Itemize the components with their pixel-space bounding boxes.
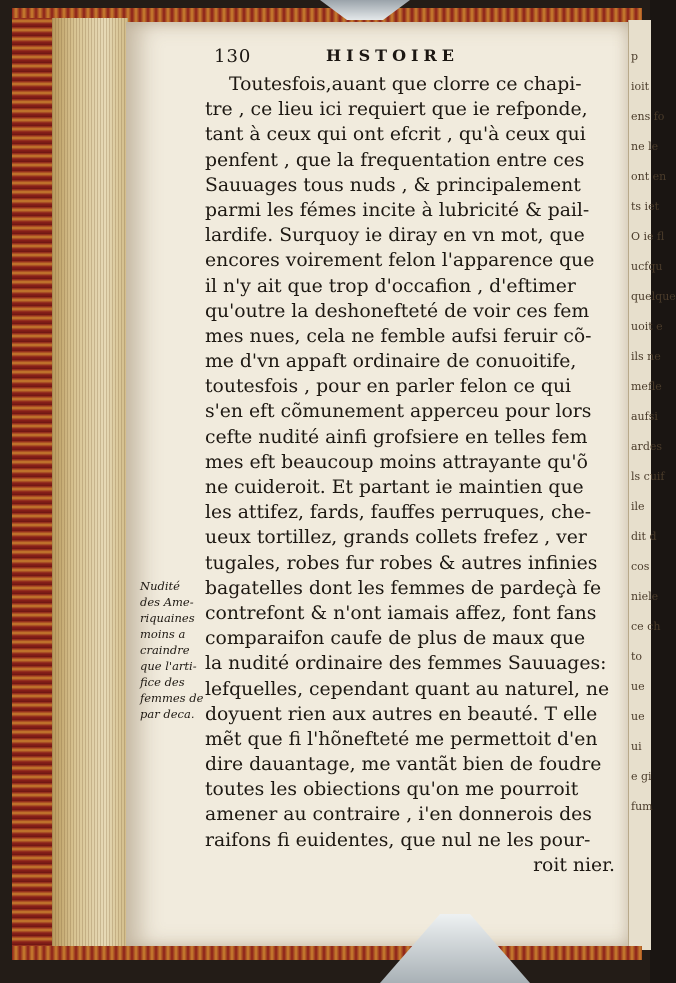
text-line: me d'vn appaft ordinaire de conuoitife, (205, 351, 577, 373)
facing-page-fragment: ile (631, 500, 645, 513)
facing-page-fragment: ts iet (631, 200, 660, 213)
text-line: tugales, robes fur robes & autres infinies (205, 552, 598, 574)
facing-page-fragment: ils ne (631, 350, 661, 363)
marginal-note (140, 578, 206, 722)
text-line: les attifez, fards, fauffes perruques, che- (205, 502, 592, 524)
page-block-edge (52, 18, 128, 948)
facing-page-fragment: ue (631, 680, 645, 693)
facing-page-fragment: quelque (631, 290, 676, 303)
text-line: ueux tortillez, grands collets frefez , ver (205, 527, 587, 549)
book-binding-spine (12, 18, 54, 958)
marginal-note-line: fice des (140, 675, 185, 689)
marginal-note-line: des Ame- (140, 595, 194, 609)
facing-page-fragment: uoit e (631, 320, 663, 333)
text-line: la nudité ordinaire des femmes Sauuages: (205, 653, 607, 675)
text-line: s'en eft cõmunement apperceu pour lors (205, 401, 592, 423)
bottom-gilt-edge (12, 946, 642, 960)
running-title: HISTOIRE (326, 46, 459, 65)
facing-page-fragment: to (631, 650, 643, 663)
text-line: encores voirement felon l'apparence que (205, 250, 595, 272)
text-line: amener au contraire , i'en donnerois des (205, 804, 592, 826)
facing-page-fragment: ue (631, 710, 645, 723)
text-line: lefquelles, cependant quant au naturel, ne (205, 678, 610, 700)
marginal-note-line: que l'arti- (140, 659, 197, 673)
marginal-note-line: craindre (140, 643, 190, 657)
facing-page-fragment: ens fo (631, 110, 665, 123)
facing-page-fragment: ui (631, 740, 642, 753)
text-line: qu'outre la deshonefteté de voir ces fem (205, 300, 590, 322)
facing-page-fragment: niele (631, 590, 659, 603)
text-line: comparaifon caufe de plus de maux que (205, 628, 586, 650)
text-line: bagatelles dont les femmes de pardeçà fe (205, 577, 602, 599)
facing-page-fragment: O ie fl (631, 230, 665, 243)
facing-page-fragment: ioit (631, 80, 650, 93)
marginal-note-line: par deca. (140, 707, 195, 721)
marginal-note-line: moins a (140, 627, 186, 641)
facing-page-fragment: ce ch (631, 620, 661, 633)
text-line: il n'y ait que trop d'occafion , d'eftimer (205, 275, 576, 297)
facing-page-fragment: dit d (631, 530, 657, 543)
text-line: parmi les fémes incite à lubricité & pail- (205, 199, 590, 221)
marginal-note-line: Nudité (140, 579, 180, 593)
facing-page-edge (628, 20, 676, 950)
text-line: contrefont & n'ont iamais affez, font fans (205, 602, 597, 624)
text-line: roit nier. (533, 854, 615, 876)
facing-page-fragment: fum (631, 800, 653, 813)
text-line: dire dauantage, me vantãt bien de foudre (205, 754, 602, 776)
text-line: ne cuideroit. Et partant ie maintien que (205, 477, 584, 498)
text-line: Sauuages tous nuds , & principalement (205, 174, 581, 196)
marginal-note-line: femmes de (140, 691, 204, 705)
facing-page-fragment: mefle (631, 380, 662, 393)
facing-page-fragment: cos (631, 560, 650, 573)
page-number: 130 (214, 46, 252, 67)
text-line: lardife. Surquoy ie diray en vn mot, que (205, 225, 585, 247)
body-text (205, 72, 615, 878)
text-line: toutes les obiections qu'on me pourroit (205, 779, 579, 801)
text-line: toutesfois , pour en parler felon ce qui (205, 376, 572, 398)
text-line: Toutesfois,auant que clorre ce chapi- (229, 74, 582, 95)
running-head (214, 46, 614, 68)
facing-page-fragment: p (631, 50, 639, 63)
text-line: raifons fi euidentes, que nul ne les pour- (205, 829, 591, 851)
text-line: mes nues, cela ne femble aufsi feruir cõ- (205, 325, 592, 347)
facing-page-fragment: ont en (631, 170, 667, 183)
facing-page-fragment: ardes (631, 440, 663, 453)
marginal-note-line: riquaines (140, 611, 195, 625)
facing-page-fragment: e gi (631, 770, 652, 783)
facing-page-fragment: ucfqu (631, 260, 663, 273)
text-line: mes eft beaucoup moins attrayante qu'õ (205, 451, 588, 473)
facing-page-fragment: ls cuif (631, 470, 665, 483)
text-line: mẽt que fi l'hõnefteté me permettoit d'en (205, 728, 598, 750)
facing-page-fragment: ne le (631, 140, 659, 153)
text-line: penfent , que la frequentation entre ces (205, 149, 585, 171)
text-line: tre , ce lieu ici requiert que ie refponde, (205, 99, 588, 121)
facing-page-fragment: aufsi (631, 410, 658, 423)
text-line: tant à ceux qui ont efcrit , qu'à ceux qui (205, 124, 586, 146)
text-line: doyuent rien aux autres en beauté. T elle (205, 703, 598, 725)
text-line: cefte nudité ainfi grofsiere en telles fem (205, 426, 588, 448)
